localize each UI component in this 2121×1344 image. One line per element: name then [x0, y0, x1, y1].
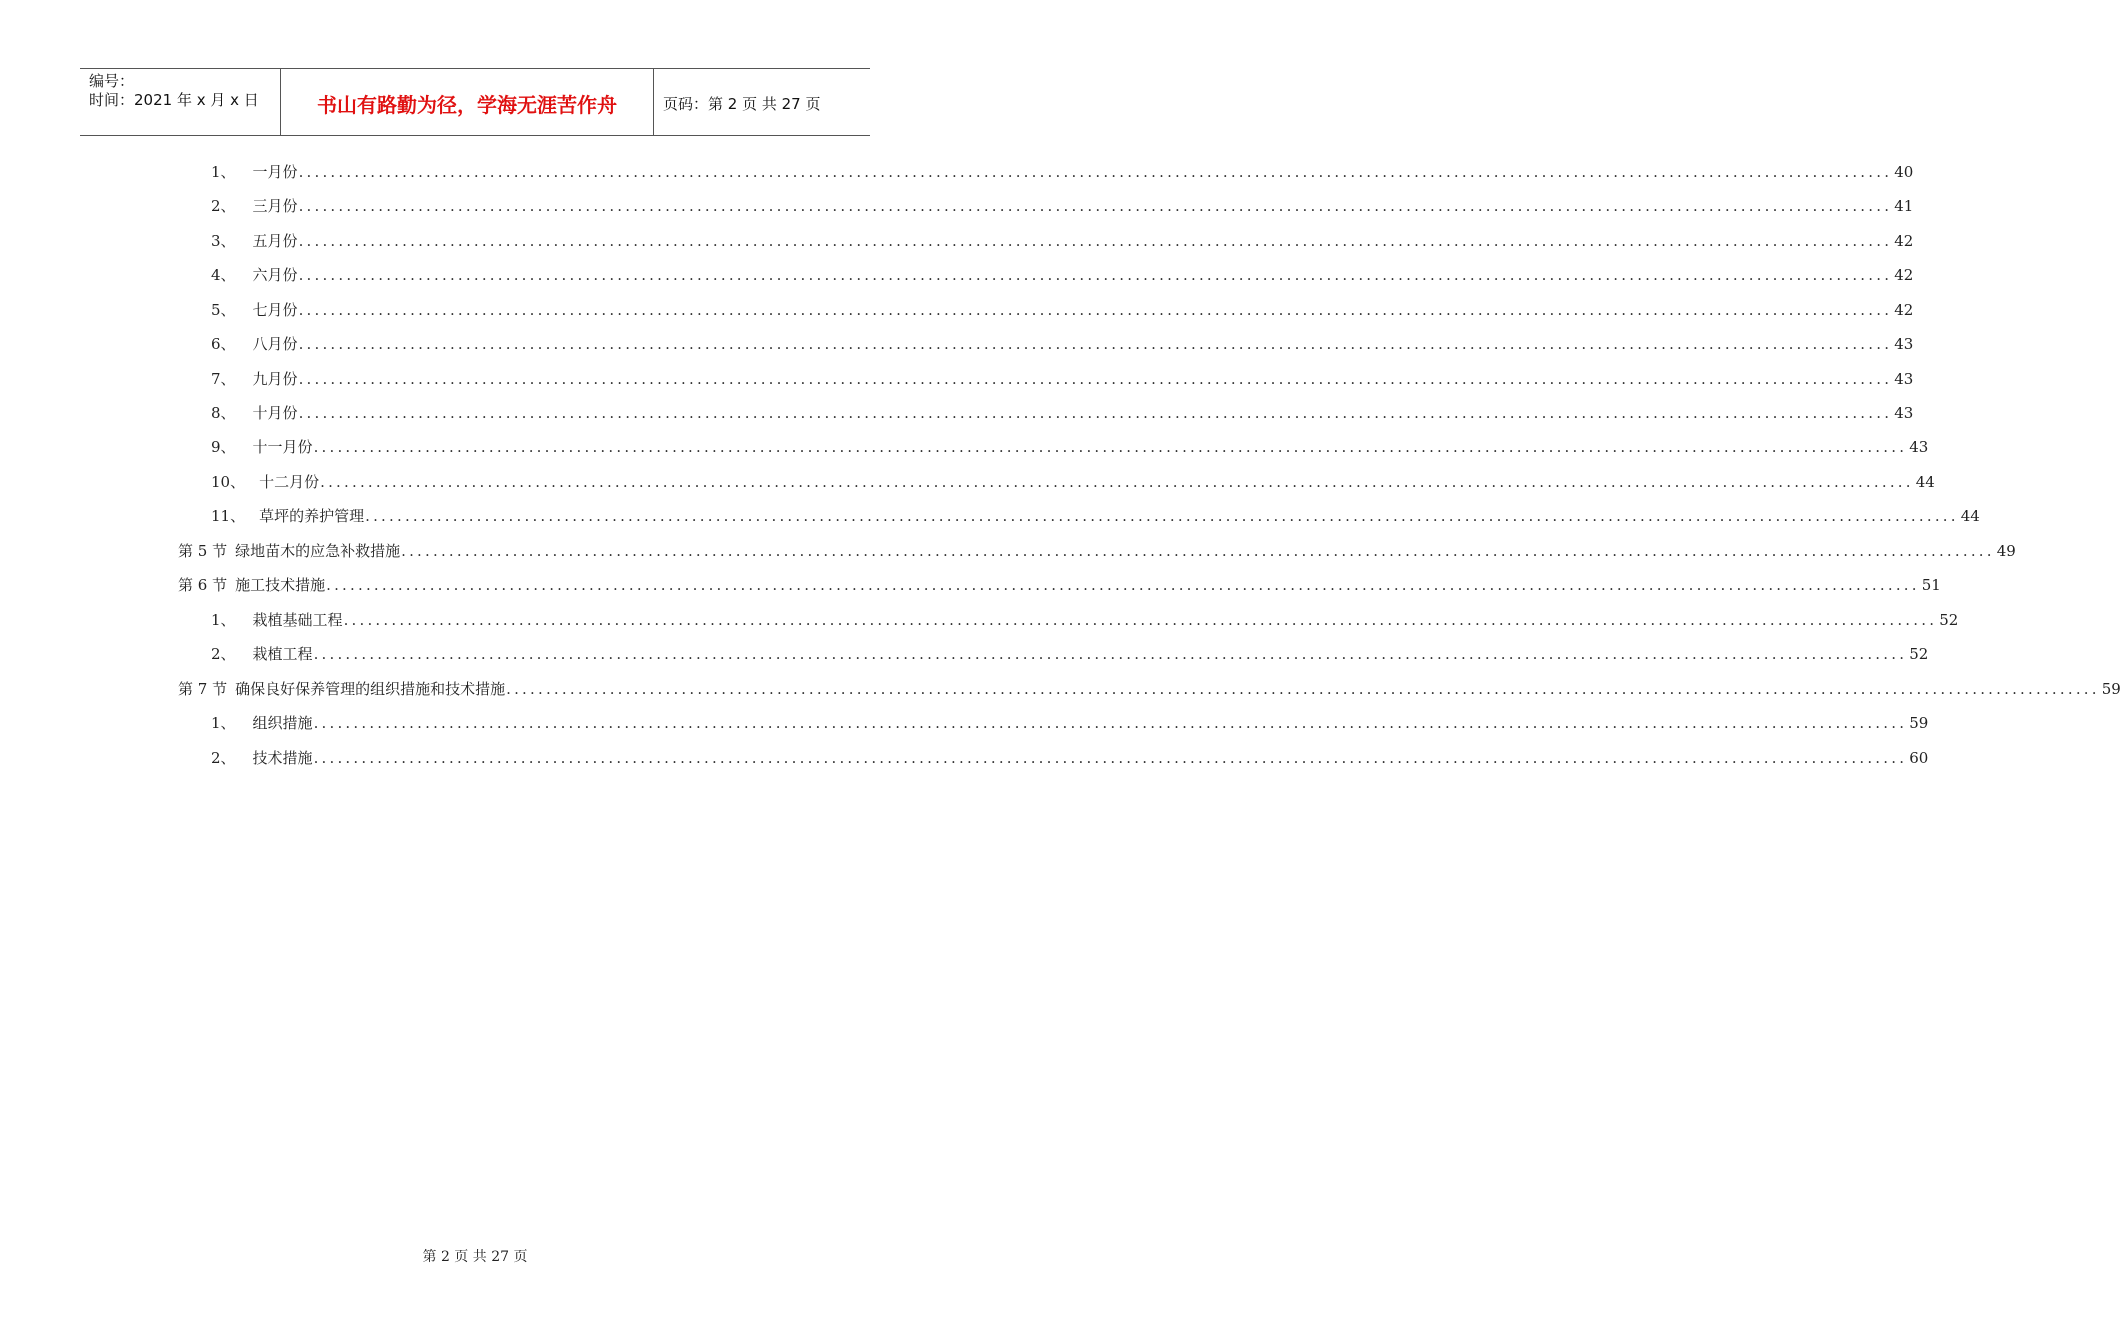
toc-entry-page-number: 43 — [1894, 370, 1914, 388]
toc-entry-page-number: 49 — [1996, 542, 2016, 560]
toc-entry-title: 十月份 — [252, 404, 298, 422]
toc-entry-page-number: 42 — [1894, 301, 1914, 319]
dot-leader: ........................................................................................................................................................................................................ — [343, 611, 1938, 629]
toc-entry[interactable] — [211, 195, 1914, 217]
dot-leader: ........................................................................................................................................................................................................ — [298, 370, 1893, 388]
toc-entry[interactable] — [211, 161, 1914, 183]
toc-entry-title: 八月份 — [252, 335, 298, 353]
toc-entry-number: 4、 — [211, 266, 236, 284]
dot-leader: ........................................................................................................................................................................................................ — [313, 645, 1908, 663]
toc-entry-page-number: 60 — [1909, 749, 1929, 767]
toc-entry-title: 施工技术措施 — [235, 576, 326, 594]
toc-entry-number: 1、 — [211, 714, 236, 732]
dot-leader: ........................................................................................................................................................................................................ — [313, 438, 1908, 456]
toc-entry-title: 栽植工程 — [252, 645, 313, 663]
toc-entry[interactable] — [211, 436, 1929, 458]
toc-entry-number: 1、 — [211, 163, 236, 181]
toc-entry-title: 技术措施 — [252, 749, 313, 767]
toc-entry-page-number: 44 — [1915, 473, 1935, 491]
header-motto: 书山有路勤为径，学海无涯苦作舟 — [281, 69, 654, 135]
page-header — [80, 68, 870, 136]
toc-entry-title: 确保良好保养管理的组织措施和技术措施 — [235, 680, 506, 698]
toc-entry-title: 十一月份 — [252, 438, 313, 456]
dot-leader: ........................................................................................................................................................................................................ — [365, 507, 1959, 525]
toc-entry-page-number: 41 — [1894, 197, 1914, 215]
toc-entry-page-number: 52 — [1939, 611, 1959, 629]
toc-entry-page-number: 42 — [1894, 232, 1914, 250]
toc-entry-page-number: 52 — [1909, 645, 1929, 663]
toc-entry[interactable] — [211, 471, 1935, 493]
dot-leader: ........................................................................................................................................................................................................ — [313, 749, 1908, 767]
time-label: 时间：2021 年 x 月 x 日 — [89, 91, 259, 109]
toc-entry[interactable] — [211, 505, 1980, 527]
dot-leader: ........................................................................................................................................................................................................ — [298, 197, 1893, 215]
dot-leader: ........................................................................................................................................................................................................ — [298, 301, 1893, 319]
toc-entry-title: 五月份 — [252, 232, 298, 250]
toc-entry-title: 九月份 — [252, 370, 298, 388]
dot-leader: ........................................................................................................................................................................................................ — [298, 232, 1893, 250]
header-meta — [80, 69, 281, 135]
toc-entry[interactable] — [211, 368, 1914, 390]
dot-leader: ........................................................................................................................................................................................................ — [401, 542, 1995, 560]
toc-entry-number: 10、 — [211, 473, 246, 491]
dot-leader: ........................................................................................................................................................................................................ — [298, 335, 1893, 353]
toc-entry-page-number: 43 — [1894, 404, 1914, 422]
toc-entry-title: 七月份 — [252, 301, 298, 319]
toc-entry-title: 一月份 — [252, 163, 298, 181]
toc-entry-title: 十二月份 — [259, 473, 320, 491]
toc-section-entry[interactable] — [178, 540, 2016, 562]
toc-entry-page-number: 42 — [1894, 266, 1914, 284]
toc-entry-number: 2、 — [211, 645, 236, 663]
toc-entry-number: 7、 — [211, 370, 236, 388]
toc-entry-page-number: 44 — [1960, 507, 1980, 525]
toc-entry-title: 绿地苗木的应急补救措施 — [235, 542, 401, 560]
toc-entry-title: 三月份 — [252, 197, 298, 215]
toc-entry[interactable] — [211, 747, 1929, 769]
toc-entry-page-number: 51 — [1921, 576, 1941, 594]
dot-leader: ........................................................................................................................................................................................................ — [506, 680, 2100, 698]
serial-label: 编号： — [89, 72, 135, 90]
toc-entry[interactable] — [211, 299, 1914, 321]
toc-entry-number: 第 6 节 — [178, 576, 228, 594]
toc-entry-number: 1、 — [211, 611, 236, 629]
toc-section-entry[interactable] — [178, 574, 1941, 596]
toc-entry-page-number: 59 — [1909, 714, 1929, 732]
toc-entry-number: 11、 — [211, 507, 246, 525]
toc-entry-page-number: 43 — [1894, 335, 1914, 353]
toc-entry-title: 栽植基础工程 — [252, 611, 343, 629]
toc-entry[interactable] — [211, 264, 1914, 286]
toc-entry-number: 2、 — [211, 749, 236, 767]
toc-entry-number: 5、 — [211, 301, 236, 319]
toc-entry-number: 2、 — [211, 197, 236, 215]
toc-entry[interactable] — [211, 643, 1929, 665]
toc-entry-title: 草坪的养护管理 — [259, 507, 365, 525]
page-footer: 第 2 页 共 27 页 — [422, 1249, 528, 1265]
toc-entry-number: 9、 — [211, 438, 236, 456]
toc-entry-number: 第 5 节 — [178, 542, 228, 560]
toc-entry[interactable] — [211, 402, 1914, 424]
toc-entry-number: 8、 — [211, 404, 236, 422]
toc-entry-page-number: 43 — [1909, 438, 1929, 456]
toc-entry[interactable] — [211, 609, 1959, 631]
dot-leader: ........................................................................................................................................................................................................ — [326, 576, 1920, 594]
toc-entry-page-number: 59 — [2101, 680, 2121, 698]
toc-entry-title: 组织措施 — [252, 714, 313, 732]
dot-leader: ........................................................................................................................................................................................................ — [298, 404, 1893, 422]
toc-entry-title: 六月份 — [252, 266, 298, 284]
dot-leader: ........................................................................................................................................................................................................ — [298, 163, 1893, 181]
toc-entry[interactable] — [211, 712, 1929, 734]
toc-entry-number: 6、 — [211, 335, 236, 353]
toc-entry[interactable] — [211, 230, 1914, 252]
toc-entry-page-number: 40 — [1894, 163, 1914, 181]
toc-entry[interactable] — [211, 333, 1914, 355]
toc-entry-number: 3、 — [211, 232, 236, 250]
dot-leader: ........................................................................................................................................................................................................ — [313, 714, 1908, 732]
toc-entry-number: 第 7 节 — [178, 680, 228, 698]
dot-leader: ........................................................................................................................................................................................................ — [320, 473, 1914, 491]
header-page-info: 页码：第 2 页 共 27 页 — [663, 94, 821, 113]
dot-leader: ........................................................................................................................................................................................................ — [298, 266, 1893, 284]
toc-section-entry[interactable] — [178, 678, 2121, 700]
